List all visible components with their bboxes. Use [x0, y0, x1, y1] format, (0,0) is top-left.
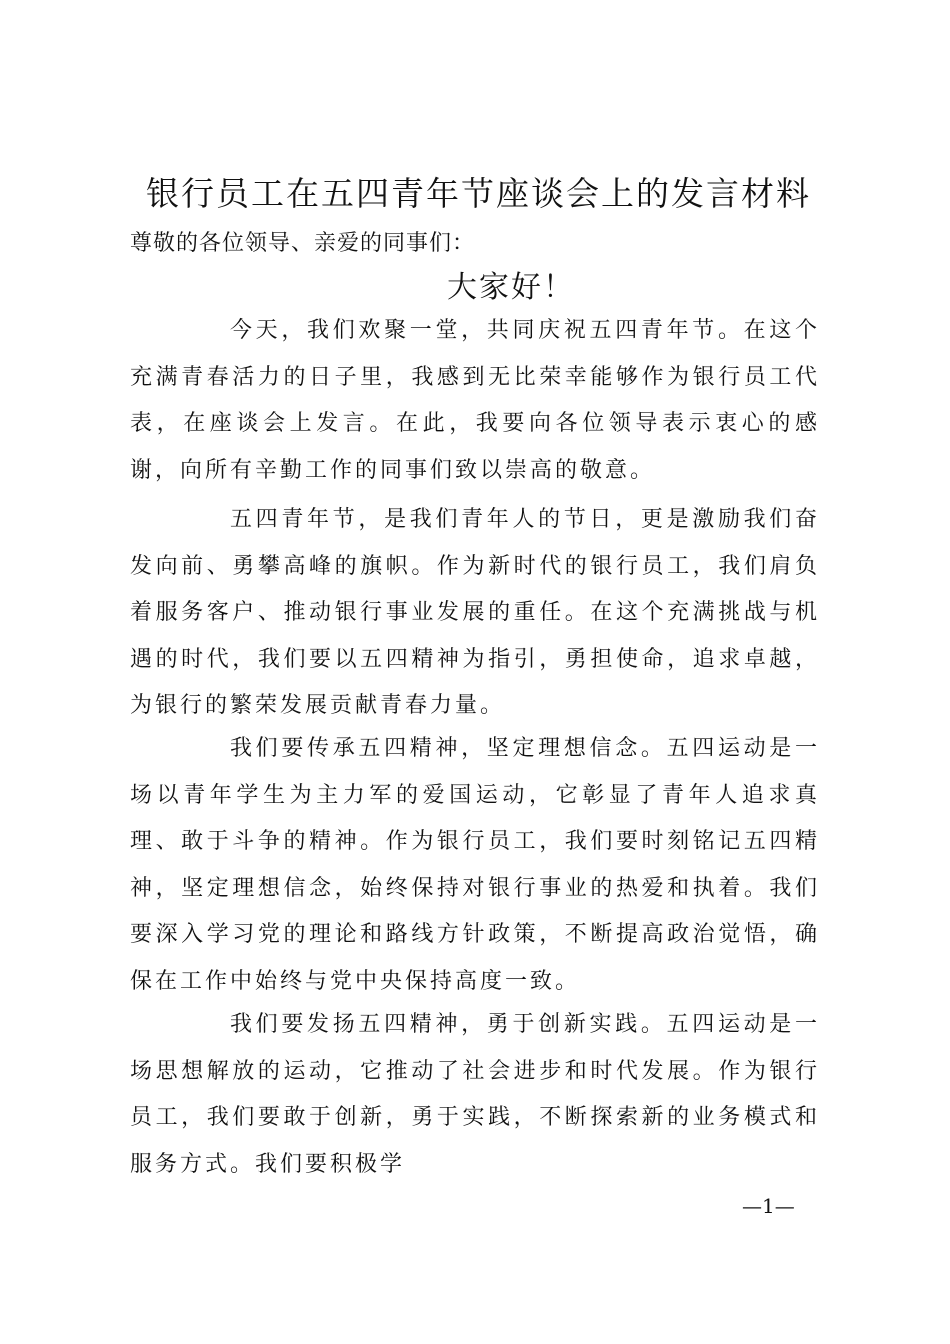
- greeting-text: 大家好！: [447, 270, 575, 305]
- salutation: 尊敬的各位领导、亲爱的同事们：: [130, 231, 476, 256]
- document-title: 银行员工在五四青年节座谈会上的发言材料: [146, 174, 811, 213]
- paragraph-4: 我们要发扬五四精神，勇于创新实践。五四运动是一场思想解放的运动，它推动了社会进步和时代发展。作为银行员工，我们要敢于创新，勇于实践，不断探索新的业务模式和服务方式。我们要积极学: [130, 1012, 820, 1177]
- paragraph-3: 我们要传承五四精神，坚定理想信念。五四运动是一场以青年学生为主力军的爱国运动，它彰显了青年人追求真理、敢于斗争的精神。作为银行员工，我们要时刻铭记五四精神，坚定理想信念，始终保持对银行事业的热爱和执着。我们要深入学习党的理论和路线方针政策，不断提高政治觉悟，确保在工作中始终与党中央保持高度一致。: [130, 736, 820, 994]
- greeting: [0, 266, 950, 310]
- paragraph-1: 今天，我们欢聚一堂，共同庆祝五四青年节。在这个充满青春活力的日子里，我感到无比荣幸能够作为银行员工代表，在座谈会上发言。在此，我要向各位领导表示衷心的感谢，向所有辛勤工作的同事们致以崇高的敬意。: [130, 318, 820, 483]
- page-number: —1—: [742, 1194, 795, 1218]
- paragraph-2: 五四青年节，是我们青年人的节日，更是激励我们奋发向前、勇攀高峰的旗帜。作为新时代的银行员工，我们肩负着服务客户、推动银行事业发展的重任。在这个充满挑战与机遇的时代，我们要以五四精神为指引，勇担使命，追求卓越，为银行的繁荣发展贡献青春力量。: [130, 507, 820, 718]
